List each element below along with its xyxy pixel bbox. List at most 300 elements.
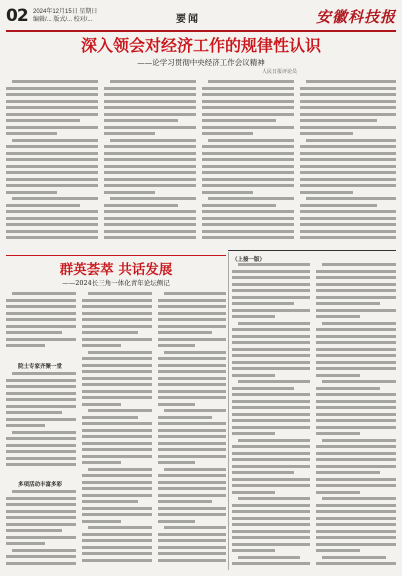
text-line (6, 398, 76, 401)
text-line (104, 100, 196, 103)
text-line (158, 546, 226, 549)
text-line (6, 230, 98, 233)
text-line (82, 416, 138, 419)
text-line (82, 481, 152, 484)
text-line (316, 406, 396, 409)
text-line (316, 348, 396, 351)
text-line (12, 431, 76, 434)
text-line (232, 361, 310, 364)
text-line (110, 80, 196, 83)
text-line (316, 562, 396, 565)
text-line (300, 230, 396, 233)
text-line (232, 432, 275, 435)
text-line (232, 530, 310, 533)
text-line (6, 385, 76, 388)
text-line (6, 204, 80, 207)
text-line (82, 364, 152, 367)
text-line (232, 387, 294, 390)
text-line (6, 325, 76, 328)
text-line (88, 526, 152, 529)
issue-editors: 编辑/... 版式/... 校对/... (33, 17, 93, 23)
text-line (104, 171, 196, 174)
text-line (6, 516, 76, 519)
text-line (82, 474, 152, 477)
text-line (6, 379, 76, 382)
continuation-column-1 (232, 263, 310, 569)
text-line (104, 184, 196, 187)
text-line (158, 416, 212, 419)
text-line (202, 106, 294, 109)
text-line (232, 452, 310, 455)
text-line (82, 448, 152, 451)
text-line (158, 507, 226, 510)
text-line (316, 445, 396, 448)
text-line (6, 457, 76, 460)
text-line (6, 418, 76, 421)
text-line (82, 539, 152, 542)
text-line (6, 119, 80, 122)
text-line (158, 552, 226, 555)
second-article-column-3 (158, 292, 226, 570)
text-line (158, 429, 226, 432)
text-line (202, 145, 294, 148)
text-line (158, 344, 195, 347)
text-line (232, 393, 310, 396)
text-line (82, 507, 152, 510)
newspaper-logo: 安徽科技报 (315, 8, 396, 26)
text-line (158, 403, 195, 406)
text-line (104, 145, 196, 148)
text-line (82, 370, 152, 373)
text-line (316, 289, 396, 292)
text-line (232, 426, 310, 429)
text-line (158, 455, 226, 458)
text-line (232, 491, 275, 494)
text-line (300, 145, 396, 148)
text-line (6, 542, 45, 545)
text-line (12, 490, 76, 493)
text-line (82, 546, 152, 549)
text-line (232, 523, 310, 526)
text-line (82, 422, 152, 425)
main-subheadline: ——论学习贯彻中央经济工作会议精神 (137, 58, 265, 67)
text-line (322, 322, 396, 325)
text-line (322, 439, 396, 442)
second-article-column-1 (6, 292, 76, 352)
text-line (82, 299, 152, 302)
text-line (6, 184, 98, 187)
text-line (158, 422, 226, 425)
text-line (316, 530, 396, 533)
text-line (6, 338, 76, 341)
text-line (6, 236, 98, 239)
text-line (82, 533, 152, 536)
text-line (232, 510, 310, 513)
text-line (6, 555, 76, 558)
text-line (6, 536, 76, 539)
text-line (104, 178, 196, 181)
text-line (6, 424, 45, 427)
subsection-heading-activities: 多项活动丰富多彩 (18, 482, 63, 488)
text-line (158, 390, 226, 393)
main-headline: 深入领会对经济工作的规律性认识 (80, 36, 321, 55)
text-line (232, 543, 310, 546)
text-line (322, 263, 396, 266)
text-line (88, 351, 152, 354)
continuation-rule (228, 250, 396, 251)
text-line (164, 526, 226, 529)
text-line (316, 361, 396, 364)
text-line (82, 312, 152, 315)
text-line (300, 184, 396, 187)
text-line (158, 559, 226, 562)
text-line (316, 523, 396, 526)
text-line (322, 497, 396, 500)
text-line (104, 204, 178, 207)
text-line (6, 510, 76, 513)
text-line (158, 442, 226, 445)
text-line (158, 461, 195, 464)
text-line (82, 338, 152, 341)
text-line (82, 500, 138, 503)
text-line (158, 364, 226, 367)
text-line (104, 87, 196, 90)
issue-meta (33, 8, 97, 24)
text-line (158, 487, 226, 490)
text-line (232, 283, 310, 286)
text-line (104, 165, 196, 168)
text-line (232, 562, 310, 565)
text-line (82, 552, 152, 555)
text-line (300, 126, 396, 129)
text-line (12, 139, 98, 142)
text-line (316, 270, 396, 273)
text-line (104, 93, 196, 96)
text-line (158, 318, 226, 321)
text-line (300, 158, 396, 161)
text-line (82, 513, 152, 516)
text-line (82, 520, 121, 523)
text-line (104, 210, 196, 213)
second-article-column-1c (6, 490, 76, 570)
text-line (6, 165, 98, 168)
text-line (316, 393, 396, 396)
text-line (202, 217, 294, 220)
text-line (104, 106, 196, 109)
text-line (6, 152, 98, 155)
text-line (104, 158, 196, 161)
text-line (6, 210, 98, 213)
text-line (82, 357, 152, 360)
text-line (6, 158, 98, 161)
text-line (82, 390, 152, 393)
text-line (316, 478, 396, 481)
text-line (6, 191, 57, 194)
text-line (316, 276, 396, 279)
text-line (6, 411, 62, 414)
text-line (238, 380, 310, 383)
text-line (82, 461, 121, 464)
text-line (300, 223, 396, 226)
text-line (316, 543, 396, 546)
text-line (232, 458, 310, 461)
text-line (316, 465, 396, 468)
text-line (316, 432, 360, 435)
text-line (82, 442, 152, 445)
text-line (6, 312, 76, 315)
text-line (158, 331, 212, 334)
text-line (300, 165, 396, 168)
text-line (6, 106, 98, 109)
text-line (316, 341, 396, 344)
text-line (6, 113, 98, 116)
text-line (208, 80, 294, 83)
text-line (6, 444, 76, 447)
text-line (232, 276, 310, 279)
text-line (12, 80, 98, 83)
text-line (88, 468, 152, 471)
text-line (158, 435, 226, 438)
text-line (316, 367, 396, 370)
text-line (202, 158, 294, 161)
text-line (6, 344, 45, 347)
text-line (300, 236, 396, 239)
text-line (104, 113, 196, 116)
text-line (158, 513, 226, 516)
text-line (82, 325, 152, 328)
text-line (316, 458, 396, 461)
text-line (6, 299, 76, 302)
text-line (164, 409, 226, 412)
text-line (316, 419, 396, 422)
text-line (316, 328, 396, 331)
text-line (232, 374, 275, 377)
text-line (202, 171, 294, 174)
continuation-label: （上接一版） (232, 257, 266, 263)
text-line (82, 383, 152, 386)
text-line (316, 296, 396, 299)
text-line (6, 497, 76, 500)
text-line (110, 197, 196, 200)
text-line (158, 396, 226, 399)
text-line (82, 494, 152, 497)
text-line (202, 230, 294, 233)
text-line (300, 119, 377, 122)
text-line (82, 559, 152, 562)
text-line (6, 126, 98, 129)
main-article-column-3 (202, 80, 294, 248)
text-line (232, 549, 275, 552)
text-line (316, 335, 396, 338)
text-line (82, 403, 121, 406)
text-line (232, 315, 275, 318)
text-line (88, 409, 152, 412)
text-line (6, 437, 76, 440)
text-line (232, 341, 310, 344)
text-line (232, 309, 310, 312)
text-line (202, 93, 294, 96)
text-line (300, 217, 396, 220)
text-line (232, 413, 310, 416)
text-line (316, 387, 380, 390)
text-line (158, 383, 226, 386)
text-line (110, 139, 196, 142)
text-line (202, 113, 294, 116)
second-subheadline: ——2024长三角一体化青年论坛侧记 (62, 279, 170, 287)
text-line (316, 302, 380, 305)
text-line (104, 230, 196, 233)
main-byline: 人民日报评论员 (262, 69, 298, 75)
text-line (158, 305, 226, 308)
text-line (202, 223, 294, 226)
text-line (208, 139, 294, 142)
text-line (232, 302, 294, 305)
text-line (232, 270, 310, 273)
text-line (232, 478, 310, 481)
main-article-column-4 (300, 80, 396, 246)
text-line (322, 380, 396, 383)
text-line (12, 292, 76, 295)
text-line (6, 100, 98, 103)
text-line (6, 145, 98, 148)
text-line (82, 435, 152, 438)
text-line (82, 455, 152, 458)
text-line (300, 100, 396, 103)
text-line (202, 178, 294, 181)
text-line (158, 338, 226, 341)
text-line (6, 132, 57, 135)
text-line (202, 210, 294, 213)
text-line (202, 236, 294, 239)
text-line (82, 331, 138, 334)
text-line (12, 197, 98, 200)
text-line (104, 152, 196, 155)
text-line (232, 348, 310, 351)
text-line (202, 204, 276, 207)
section-title: 要闻 (176, 14, 200, 25)
text-line (300, 191, 353, 194)
text-line (232, 367, 310, 370)
text-line (202, 126, 294, 129)
text-line (158, 520, 195, 523)
second-article-column-1b (6, 372, 76, 472)
text-line (300, 178, 396, 181)
text-line (300, 113, 396, 116)
text-line (6, 178, 98, 181)
text-line (6, 529, 62, 532)
text-line (238, 439, 310, 442)
text-line (300, 132, 353, 135)
text-line (322, 556, 386, 559)
text-line (158, 357, 226, 360)
text-line (316, 413, 396, 416)
text-line (306, 80, 396, 83)
second-article-column-2 (82, 292, 152, 570)
main-article-column-1 (6, 80, 98, 248)
text-line (306, 197, 396, 200)
text-line (158, 299, 226, 302)
text-line (232, 354, 310, 357)
text-line (232, 445, 310, 448)
text-line (202, 152, 294, 155)
text-line (232, 419, 310, 422)
text-line (6, 503, 76, 506)
text-line (202, 191, 253, 194)
text-line (202, 165, 294, 168)
text-line (6, 523, 76, 526)
text-line (104, 119, 178, 122)
text-line (232, 296, 310, 299)
text-line (238, 556, 300, 559)
text-line (104, 217, 196, 220)
text-line (158, 494, 226, 497)
text-line (104, 132, 155, 135)
text-line (6, 562, 76, 565)
text-line (208, 197, 294, 200)
text-line (232, 536, 310, 539)
text-line (232, 400, 310, 403)
text-line (316, 471, 380, 474)
text-line (164, 468, 226, 471)
text-line (232, 471, 294, 474)
issue-date: 2024年12月15日 星期日 (33, 9, 98, 15)
text-line (300, 93, 396, 96)
text-line (82, 318, 152, 321)
text-line (300, 210, 396, 213)
text-line (158, 500, 212, 503)
text-line (158, 533, 226, 536)
text-line (316, 374, 360, 377)
text-line (6, 93, 98, 96)
text-line (232, 517, 310, 520)
text-line (316, 283, 396, 286)
text-line (316, 504, 396, 507)
text-line (82, 487, 152, 490)
text-line (202, 132, 253, 135)
text-line (6, 450, 76, 453)
text-line (232, 484, 310, 487)
text-line (316, 491, 360, 494)
text-line (158, 370, 226, 373)
text-line (316, 510, 396, 513)
text-line (202, 100, 294, 103)
text-line (6, 392, 76, 395)
text-line (316, 517, 396, 520)
text-line (158, 377, 226, 380)
text-line (316, 484, 396, 487)
text-line (316, 536, 396, 539)
text-line (6, 223, 98, 226)
text-line (6, 87, 98, 90)
text-line (316, 400, 396, 403)
text-line (300, 204, 377, 207)
page-number: 02 (6, 6, 28, 26)
text-line (82, 305, 152, 308)
text-line (104, 223, 196, 226)
text-line (158, 325, 226, 328)
text-line (82, 377, 152, 380)
text-line (104, 191, 155, 194)
text-line (238, 263, 310, 266)
text-line (158, 474, 226, 477)
text-line (232, 504, 310, 507)
text-line (202, 184, 294, 187)
text-line (238, 322, 310, 325)
text-line (158, 448, 226, 451)
main-article-column-2 (104, 80, 196, 248)
text-line (6, 305, 76, 308)
page-header (6, 6, 396, 30)
